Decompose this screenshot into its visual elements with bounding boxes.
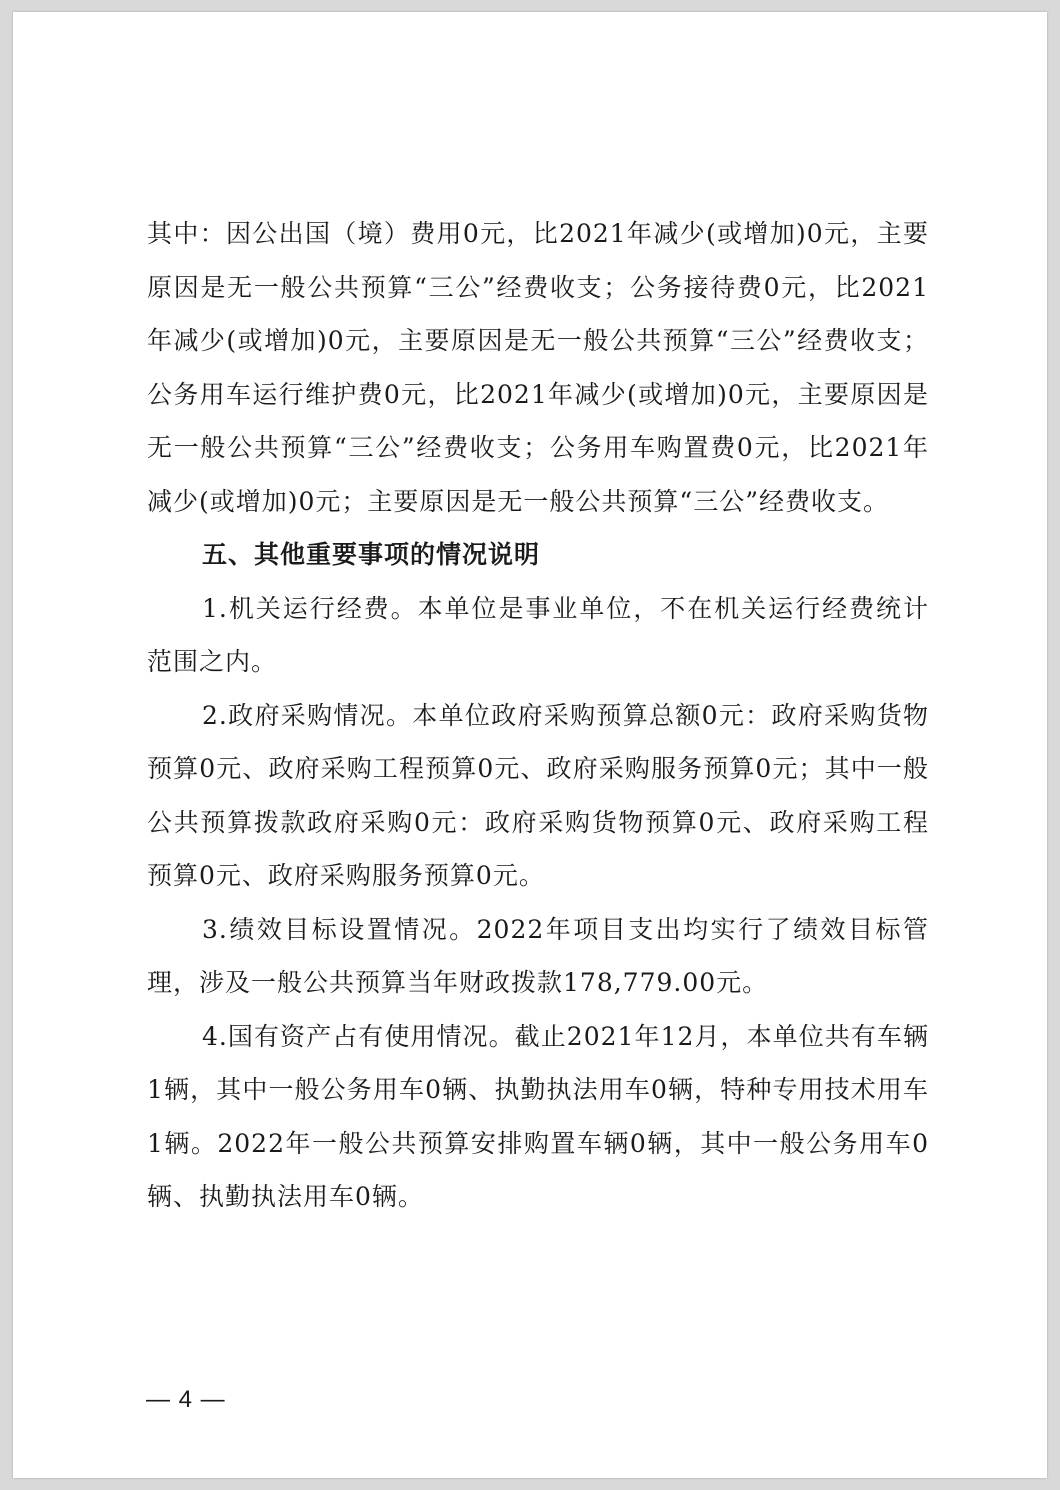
paragraph-government-procurement: 2.政府采购情况。本单位政府采购预算总额0元：政府采购货物预算0元、政府采购工程预算0元、政府采购服务预算0元；其中一般公共预算拨款政府采购0元：政府采购货物预算0元、政府采购工程预算0元、政府采购服务预算0元。 <box>147 700 929 890</box>
paragraph-three-public-expenses: 其中：因公出国（境）费用0元，比2021年减少(或增加)0元，主要原因是无一般公共预算“三公”经费收支；公务接待费0元，比2021年减少(或增加)0元，主要原因是无一般公共预算“三公”经费收支；公务用车运行维护费0元，比2021年减少(或增加)0元，主要原因是无一般公共预算“三公”经费收支；公务用车购置费0元，比2021年减少(或增加)0元；主要原因是无一般公共预算“三公”经费收支。 <box>147 219 929 516</box>
section-heading-other-matters: 五、其他重要事项的情况说明 <box>202 540 541 569</box>
paragraph-performance-targets: 3.绩效目标设置情况。2022年项目支出均实行了绩效目标管理，涉及一般公共预算当年财政拨款178,779.00元。 <box>147 914 929 997</box>
paragraph-state-assets: 4.国有资产占有使用情况。截止2021年12月，本单位共有车辆1辆，其中一般公务用车0辆、执勤执法用车0辆，特种专用技术用车1辆。2022年一般公共预算安排购置车辆0辆，其中一般公务用车0辆、执勤执法用车0辆。 <box>147 1021 929 1211</box>
paragraph-operating-expenses: 1.机关运行经费。本单位是事业单位，不在机关运行经费统计范围之内。 <box>147 593 929 676</box>
page-number: — 4 — <box>146 1386 226 1413</box>
document-body <box>147 207 929 1224</box>
document-page <box>13 12 1047 1478</box>
